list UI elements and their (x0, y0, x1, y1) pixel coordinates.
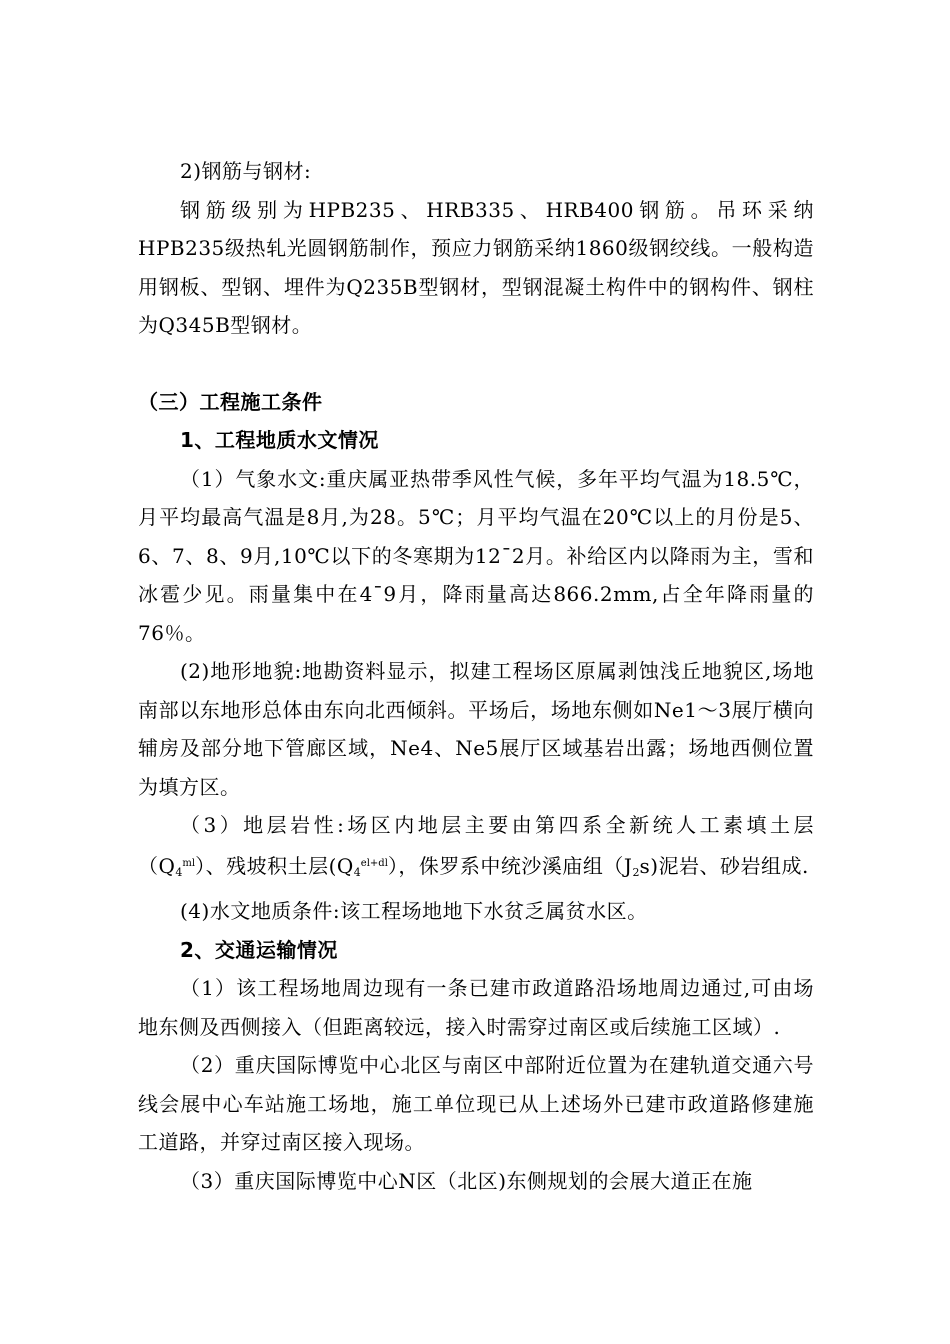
strata-text-3: ），侏罗系中统沙溪庙组（J (387, 853, 633, 878)
traffic-paragraph-1: （1）该工程场地周边现有一条已建市政道路沿场地周边通过,可由场地东侧及西侧接入（但距离较远，接入时需穿过南区或后续施工区域）. (138, 976, 814, 1039)
hydro-paragraph: (4)水文地质条件:该工程场地地下水贫乏属贫水区。 (180, 899, 648, 923)
traffic-paragraph-3: （3）重庆国际博览中心N区（北区)东侧规划的会展大道正在施 (180, 1168, 753, 1193)
traffic-paragraph-2: （2）重庆国际博览中心北区与南区中部附近位置为在建轨道交通六号线会展中心车站施工场地，施工单位现已从上述场外已建市政道路修建施工道路，并穿过南区接入现场。 (138, 1053, 814, 1154)
strata-subscript-2: 4 (353, 865, 361, 879)
steel-subheading: 2)钢筋与钢材: (180, 159, 312, 183)
strata-text-1: （3）地层岩性:场区内地层主要由第四系全新统人工素填土层（Q (138, 813, 814, 878)
steel-paragraph: 钢筋级别为HPB235、HRB335、HRB400钢筋。吊环采纳HPB235级热轧光圆钢筋制作，预应力钢筋采纳1860级钢绞线。一般构造用钢板、型钢、埋件为Q235B型钢材，型钢混凝土构件中的钢构件、钢柱为Q345B型钢材。 (138, 197, 814, 337)
traffic-heading: 2、交通运输情况 (180, 937, 338, 962)
document-body (138, 152, 814, 1200)
terrain-paragraph: (2)地形地貌:地勘资料显示，拟建工程场区原属剥蚀浅丘地貌区,场地南部以东地形总体由东向北西倾斜。平场后，场地东侧如Ne1～3展厅横向辅房及部分地下管廊区域，Ne4、Ne5展厅区域基岩出露；场地西侧位置为填方区。 (138, 659, 814, 799)
climate-paragraph: （1）气象水文:重庆属亚热带季风性气候，多年平均气温为18.5℃，月平均最高气温是8月,为28。5℃；月平均气温在20℃以上的月份是5、6、7、8、9月,10℃以下的冬寒期为12¯2月。补给区内以降雨为主，雪和冰雹少见。雨量集中在4¯9月，降雨量高达866.2mm,占全年降雨量的76％。 (138, 466, 814, 645)
strata-text-2: ）、残坡积土层(Q (195, 853, 354, 878)
section-heading: （三）工程施工条件 (138, 389, 323, 414)
strata-superscript-1: ml (182, 857, 196, 869)
strata-subscript-1: 4 (175, 865, 183, 879)
strata-superscript-2: el+dl (360, 857, 388, 869)
strata-paragraph (138, 806, 814, 892)
geo-heading: 1、工程地质水文情况 (180, 428, 379, 452)
strata-text-4: s)泥岩、砂岩组成. (639, 853, 809, 878)
strata-subscript-3: 2 (632, 865, 640, 879)
